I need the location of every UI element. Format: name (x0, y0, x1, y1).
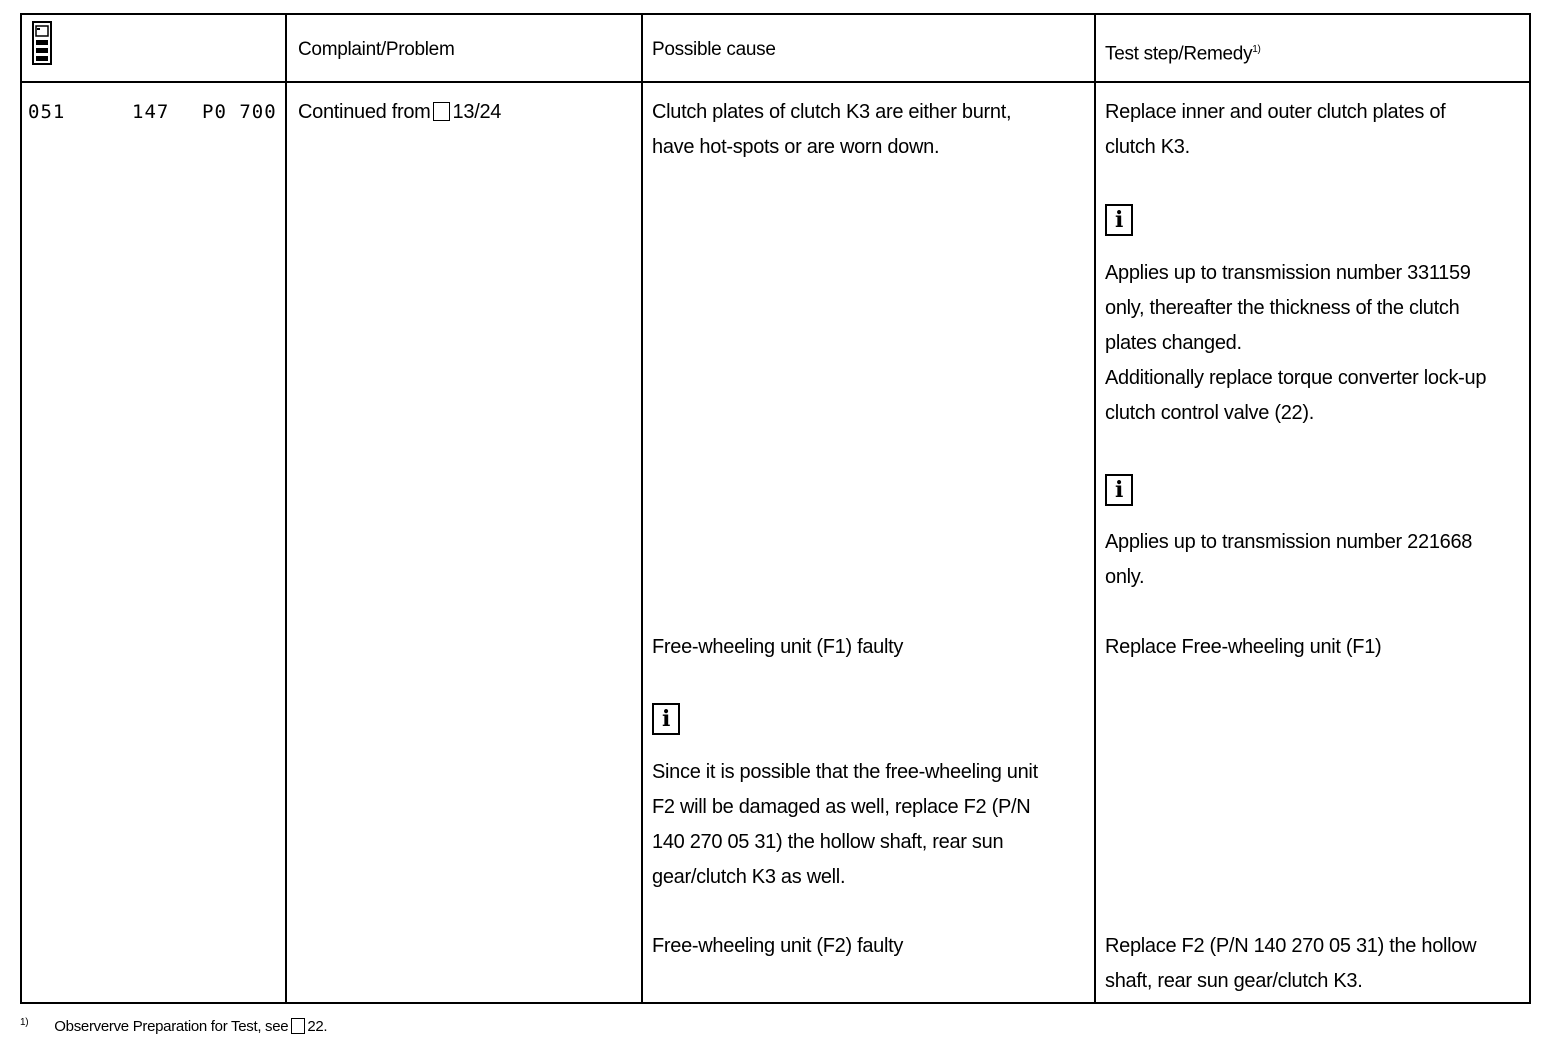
row3-remedy-line: shaft, rear sun gear/clutch K3. (1105, 970, 1363, 992)
row2-cause: Free-wheeling unit (F1) faulty (652, 636, 904, 658)
row2-cause-note (652, 755, 1038, 895)
header-remedy-footnote-mark: 1) (1252, 44, 1261, 55)
row2-cause-note-line: F2 will be damaged as well, replace F2 (P/N (652, 796, 1031, 818)
footnote-ref: 22. (307, 1018, 328, 1035)
footnote-text: Observerve Preparation for Test, see (54, 1018, 289, 1035)
info-icon: i (1105, 474, 1133, 506)
row3-remedy (1105, 929, 1476, 999)
footnote (20, 1011, 327, 1039)
row1-info2-icon (1105, 474, 1133, 509)
row2-info-icon (652, 703, 680, 738)
row1-note1-line: plates changed. (1105, 332, 1242, 354)
complaint-ref: 13/24 (452, 101, 502, 123)
row1-remedy-line: clutch K3. (1105, 136, 1190, 158)
row1-note1 (1105, 256, 1486, 431)
column-divider (641, 15, 643, 1002)
row1-note2-line: Applies up to transmission number 221668 (1105, 531, 1473, 553)
row1-note1-line: Applies up to transmission number 331159 (1105, 262, 1471, 284)
header-cause: Possible cause (652, 39, 776, 60)
row2-cause-note-line: gear/clutch K3 as well. (652, 866, 846, 888)
code-p0700: P0 700 (202, 101, 277, 123)
page-reference-box-icon (291, 1018, 305, 1034)
row1-note1-line: clutch control valve (22). (1105, 402, 1314, 424)
header-remedy (1105, 32, 1261, 71)
row3-cause: Free-wheeling unit (F2) faulty (652, 935, 904, 957)
row1-note2-line: only. (1105, 566, 1145, 588)
row2-cause-note-line: Since it is possible that the free-wheeling unit (652, 761, 1038, 783)
complaint-continued (298, 95, 501, 130)
row1-note2 (1105, 525, 1472, 595)
complaint-prefix: Continued from (298, 101, 431, 123)
row2-cause-note-line: 140 270 05 31) the hollow shaft, rear sun (652, 831, 1004, 853)
row1-note1-line: only, thereafter the thickness of the clutch (1105, 297, 1460, 319)
page-reference-box-icon (433, 102, 450, 121)
row1-cause-line: have hot-spots or are worn down. (652, 136, 940, 158)
diagnostic-table (20, 13, 1531, 1004)
footnote-mark: 1) (20, 1017, 29, 1028)
column-divider (285, 15, 287, 1002)
code-051: 051 (28, 101, 66, 123)
header-complaint: Complaint/Problem (298, 39, 455, 60)
row1-note1-line: Additionally replace torque converter lock-up (1105, 367, 1487, 389)
column-divider (1094, 15, 1096, 1002)
code-147: 147 (132, 101, 170, 123)
row3-remedy-line: Replace F2 (P/N 140 270 05 31) the hollow (1105, 935, 1477, 957)
info-icon: i (652, 703, 680, 735)
info-icon: i (1105, 204, 1133, 236)
row1-cause-line: Clutch plates of clutch K3 are either burnt, (652, 101, 1012, 123)
row1-info1-icon (1105, 204, 1133, 239)
header-remedy-label: Test step/Remedy (1105, 43, 1253, 65)
row1-cause (652, 95, 1011, 165)
row2-remedy: Replace Free-wheeling unit (F1) (1105, 636, 1382, 658)
tester-icon (32, 21, 52, 77)
row1-remedy-line: Replace inner and outer clutch plates of (1105, 101, 1446, 123)
row1-remedy (1105, 95, 1445, 165)
header-divider (22, 81, 1529, 83)
